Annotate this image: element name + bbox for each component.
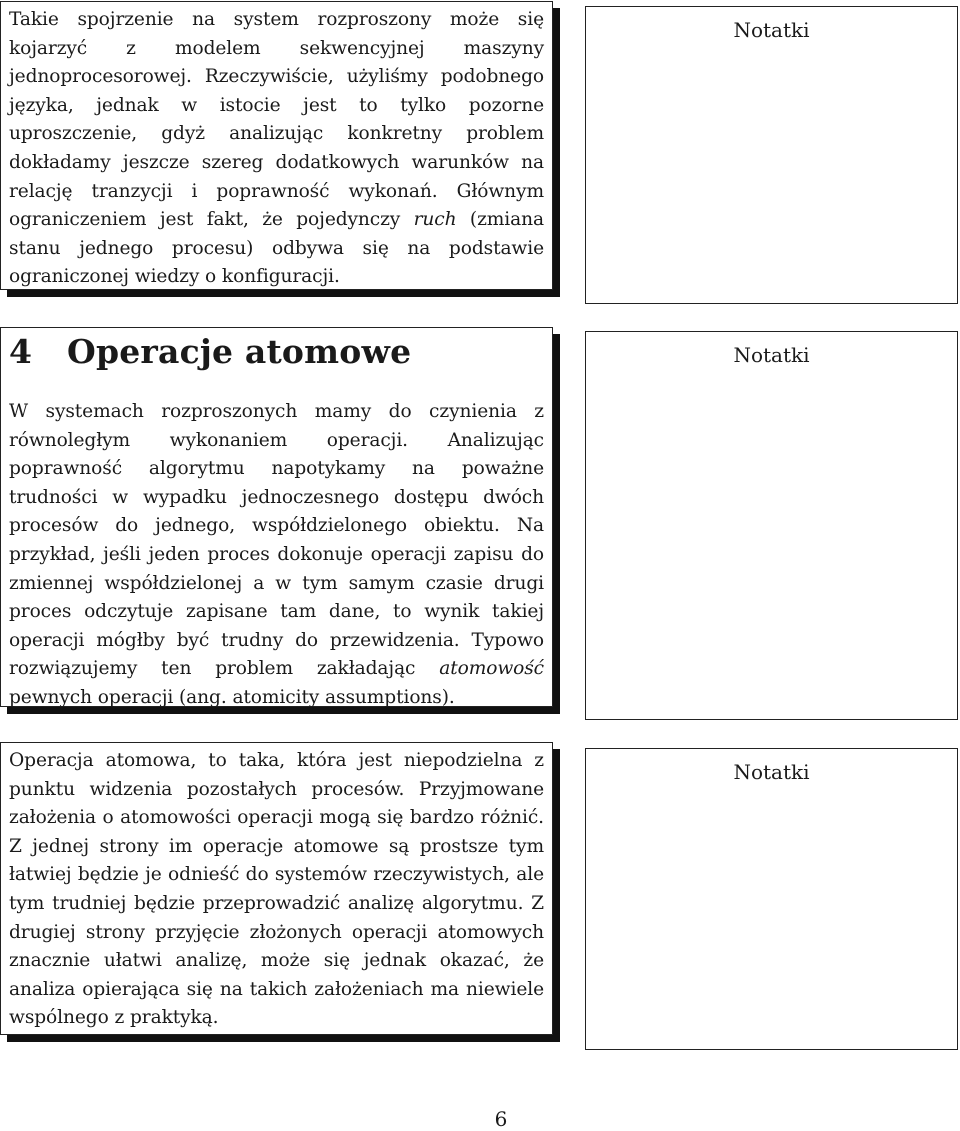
slide-panel-3: [0, 742, 553, 1035]
notes-box-1[interactable]: [585, 6, 958, 304]
slide-text-1: [1, 2, 552, 292]
slide-1-paragraph: [9, 6, 544, 292]
slide-panel-2: [0, 327, 553, 707]
section-number: 4: [9, 332, 33, 371]
italic-term-atomowosc: atomowość: [439, 658, 544, 680]
notes-box-3[interactable]: [585, 748, 958, 1050]
text-run: Operacja atomowa, to taka, która jest niepodzielna z punktu widzenia pozostałych procesów. Przyjmowane założenia o atomowości operacji mogą się bardzo różnić. Z jednej strony im operacje atomowe są prostsze tym łatwiej będzie je odnieść do systemów rzeczywistych, ale tym trudniej będzie przeprowadzić analizę algorytmu. Z drugiej strony przyjęcie złożonych operacji atomowych znacznie ułatwi analizę, może się jednak okazać, że analiza opierająca się na takich założeniach ma niewiele wspólnego z praktyką.: [9, 750, 544, 1029]
text-run: pewnych operacji (ang. atomicity assumptions).: [9, 686, 455, 708]
text-run: Takie spojrzenie na system rozproszony może się kojarzyć z modelem sekwencyjnej maszyny jednoprocesorowej. Rzeczywiście, użyliśmy podobnego języka, jednak w istocie jest to tylko pozorne uproszczenie, gdyż analizując konkretny problem dokładamy jeszcze szereg dodatkowych warunków na relację tranzycji i poprawność wykonań. Głównym ograniczeniem jest fakt, że pojedynczy: [9, 9, 544, 231]
slide-text-3: [1, 743, 552, 1033]
notes-label: Notatki: [733, 18, 810, 42]
notes-label: Notatki: [733, 760, 810, 784]
slide-panel-1: [0, 1, 553, 290]
text-run: (zmiana stanu jednego procesu) odbywa się na podstawie ograniczonej wiedzy o konfiguracji.: [9, 209, 544, 288]
italic-term-ruch: ruch: [413, 209, 457, 231]
slide-2-paragraph: [9, 398, 544, 713]
page-number: 6: [494, 1107, 508, 1131]
section-heading: [9, 334, 544, 370]
slide-text-2: [1, 328, 552, 713]
slide-3-paragraph: [9, 747, 544, 1033]
section-title: Operacje atomowe: [67, 332, 412, 371]
notes-label: Notatki: [733, 343, 810, 367]
text-run: W systemach rozproszonych mamy do czynienia z równoległym wykonaniem operacji. Analizując poprawność algorytmu napotykamy na poważne trudności w wypadku jednoczesnego dostępu dwóch procesów do jednego, współdzielonego obiektu. Na przykład, jeśli jeden proces dokonuje operacji zapisu do zmiennej współdzielonej a w tym samym czasie drugi proces odczytuje zapisane tam dane, to wynik takiej operacji mógłby być trudny do przewidzenia. Typowo rozwiązujemy ten problem zakładając: [9, 401, 544, 680]
notes-box-2[interactable]: [585, 331, 958, 720]
